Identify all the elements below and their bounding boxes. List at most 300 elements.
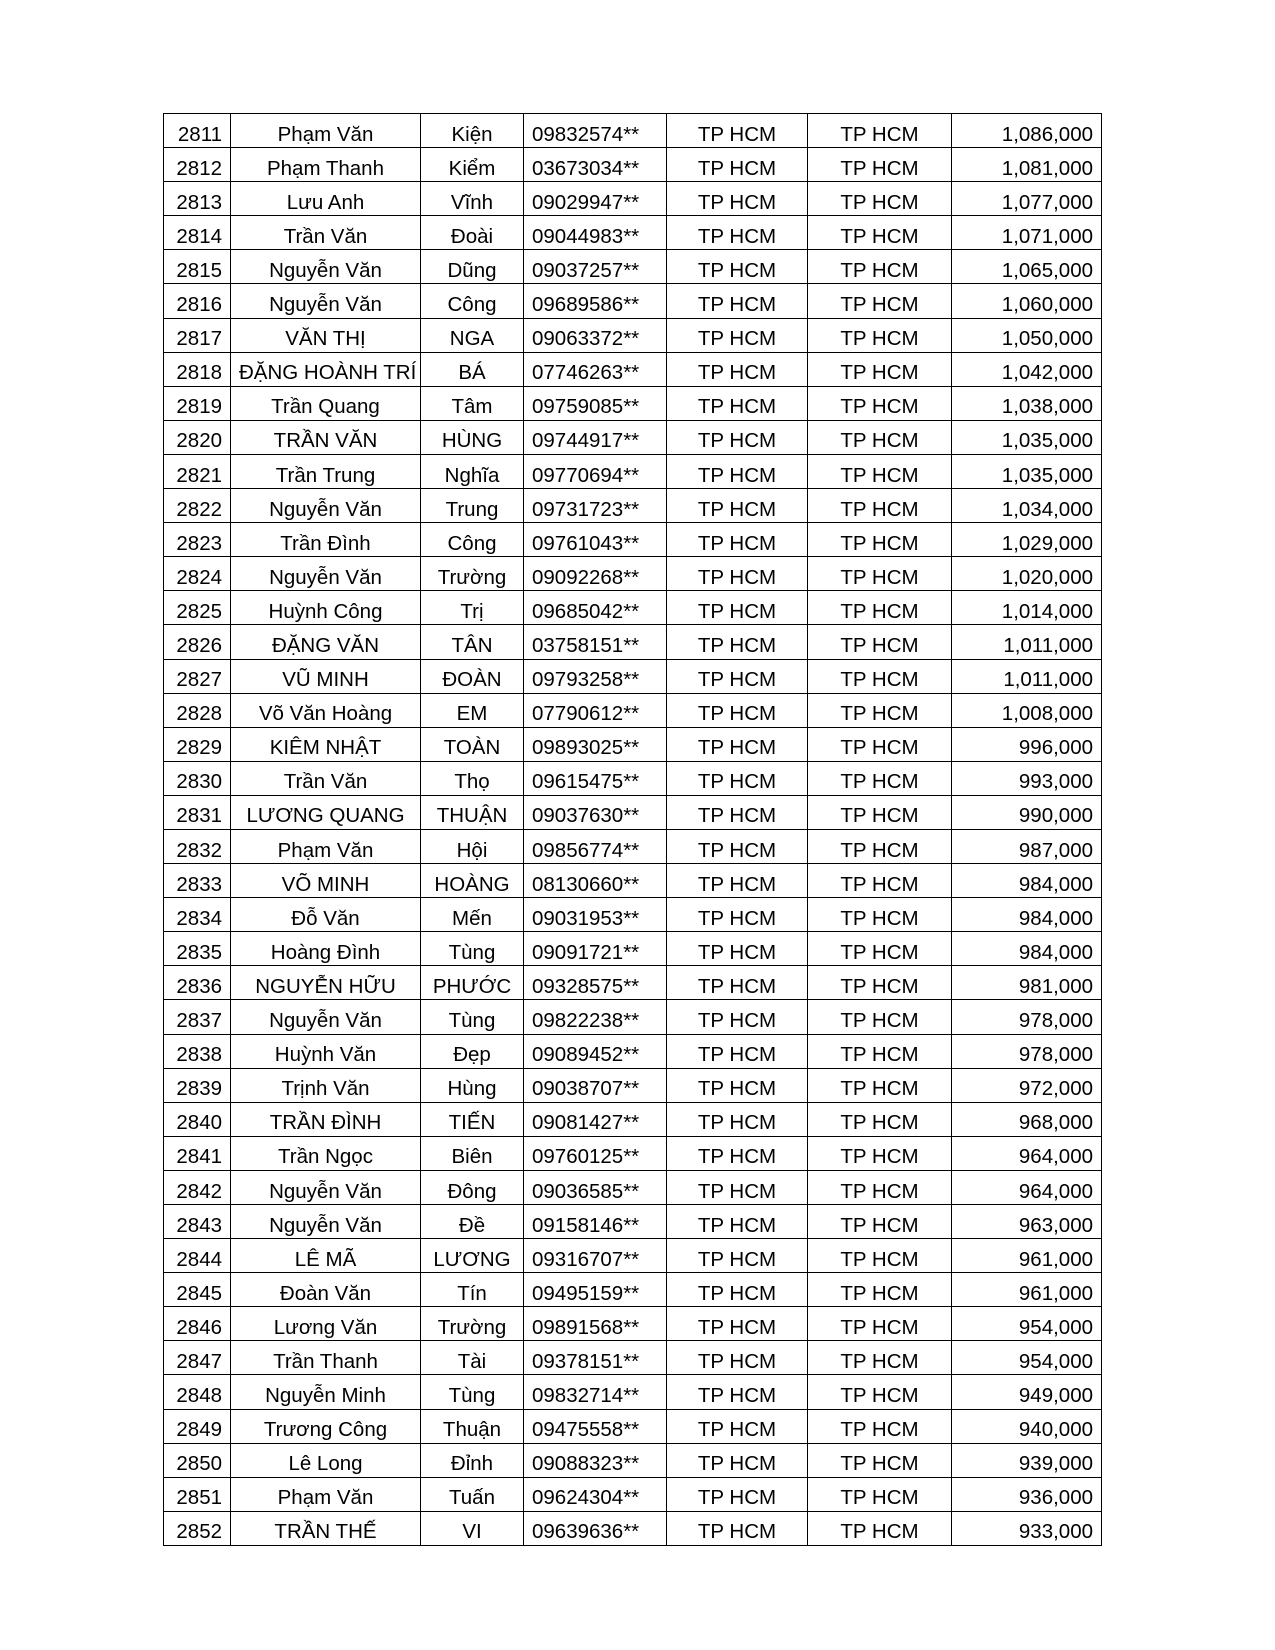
cell-diem: 978,000 xyxy=(952,1034,1102,1068)
cell-phone: 09081427** xyxy=(524,1102,667,1136)
cell-tinh: TP HCM xyxy=(667,1102,808,1136)
table-row xyxy=(164,489,1102,523)
cell-ho-dem: TRẦN THẾ xyxy=(231,1511,421,1545)
cell-stt: 2843 xyxy=(164,1205,231,1239)
cell-tinh: TP HCM xyxy=(667,523,808,557)
cell-tinh: TP HCM xyxy=(667,1000,808,1034)
cell-ho-dem: Trần Quang xyxy=(231,386,421,420)
cell-tinh: TP HCM xyxy=(667,829,808,863)
cell-quan-huyen: TP HCM xyxy=(808,420,952,454)
cell-tinh: TP HCM xyxy=(667,1375,808,1409)
cell-phone: 09092268** xyxy=(524,557,667,591)
table-row xyxy=(164,625,1102,659)
cell-tinh: TP HCM xyxy=(667,761,808,795)
cell-quan-huyen: TP HCM xyxy=(808,1136,952,1170)
cell-diem: 1,008,000 xyxy=(952,693,1102,727)
cell-tinh: TP HCM xyxy=(667,114,808,148)
table-row xyxy=(164,1000,1102,1034)
cell-diem: 936,000 xyxy=(952,1477,1102,1511)
table-row xyxy=(164,659,1102,693)
cell-phone: 09770694** xyxy=(524,454,667,488)
cell-phone: 09038707** xyxy=(524,1068,667,1102)
cell-quan-huyen: TP HCM xyxy=(808,386,952,420)
cell-ho-dem: KIÊM NHẬT xyxy=(231,727,421,761)
cell-stt: 2811 xyxy=(164,114,231,148)
cell-stt: 2830 xyxy=(164,761,231,795)
cell-ten: Công xyxy=(421,284,524,318)
cell-tinh: TP HCM xyxy=(667,898,808,932)
cell-ho-dem: VÕ MINH xyxy=(231,864,421,898)
cell-diem: 940,000 xyxy=(952,1409,1102,1443)
table-row xyxy=(164,932,1102,966)
cell-ten: Trị xyxy=(421,591,524,625)
table-row xyxy=(164,386,1102,420)
cell-ten: Nghĩa xyxy=(421,454,524,488)
cell-diem: 954,000 xyxy=(952,1341,1102,1375)
cell-quan-huyen: TP HCM xyxy=(808,216,952,250)
cell-tinh: TP HCM xyxy=(667,1170,808,1204)
cell-tinh: TP HCM xyxy=(667,966,808,1000)
cell-ten: HÙNG xyxy=(421,420,524,454)
cell-quan-huyen: TP HCM xyxy=(808,659,952,693)
table-row xyxy=(164,1443,1102,1477)
cell-phone: 09029947** xyxy=(524,182,667,216)
cell-stt: 2821 xyxy=(164,454,231,488)
cell-ho-dem: Huỳnh Công xyxy=(231,591,421,625)
cell-stt: 2852 xyxy=(164,1511,231,1545)
cell-phone: 03758151** xyxy=(524,625,667,659)
cell-phone: 08130660** xyxy=(524,864,667,898)
cell-diem: 1,042,000 xyxy=(952,352,1102,386)
cell-stt: 2819 xyxy=(164,386,231,420)
cell-phone: 09832714** xyxy=(524,1375,667,1409)
cell-quan-huyen: TP HCM xyxy=(808,591,952,625)
cell-quan-huyen: TP HCM xyxy=(808,454,952,488)
cell-quan-huyen: TP HCM xyxy=(808,932,952,966)
cell-ten: TOÀN xyxy=(421,727,524,761)
cell-ten: BÁ xyxy=(421,352,524,386)
cell-quan-huyen: TP HCM xyxy=(808,966,952,1000)
cell-diem: 1,077,000 xyxy=(952,182,1102,216)
cell-quan-huyen: TP HCM xyxy=(808,114,952,148)
cell-diem: 963,000 xyxy=(952,1205,1102,1239)
cell-ten: Đông xyxy=(421,1170,524,1204)
cell-quan-huyen: TP HCM xyxy=(808,352,952,386)
cell-quan-huyen: TP HCM xyxy=(808,829,952,863)
cell-diem: 1,035,000 xyxy=(952,420,1102,454)
cell-tinh: TP HCM xyxy=(667,1511,808,1545)
cell-ho-dem: LÊ MÃ xyxy=(231,1239,421,1273)
cell-ho-dem: Nguyễn Văn xyxy=(231,1205,421,1239)
cell-diem: 1,011,000 xyxy=(952,625,1102,659)
cell-quan-huyen: TP HCM xyxy=(808,795,952,829)
table-row xyxy=(164,864,1102,898)
cell-ten: Trường xyxy=(421,557,524,591)
cell-phone: 09760125** xyxy=(524,1136,667,1170)
cell-quan-huyen: TP HCM xyxy=(808,864,952,898)
cell-ten: THUẬN xyxy=(421,795,524,829)
cell-quan-huyen: TP HCM xyxy=(808,148,952,182)
cell-ten: Trung xyxy=(421,489,524,523)
cell-ten: Đẹp xyxy=(421,1034,524,1068)
cell-phone: 09328575** xyxy=(524,966,667,1000)
table-row xyxy=(164,1102,1102,1136)
cell-ho-dem: Nguyễn Văn xyxy=(231,557,421,591)
cell-ten: Tùng xyxy=(421,1375,524,1409)
cell-quan-huyen: TP HCM xyxy=(808,182,952,216)
cell-stt: 2820 xyxy=(164,420,231,454)
cell-diem: 1,081,000 xyxy=(952,148,1102,182)
cell-stt: 2829 xyxy=(164,727,231,761)
cell-ho-dem: Trương Công xyxy=(231,1409,421,1443)
cell-stt: 2813 xyxy=(164,182,231,216)
cell-phone: 09037630** xyxy=(524,795,667,829)
cell-tinh: TP HCM xyxy=(667,932,808,966)
winners-table xyxy=(163,113,1102,1546)
cell-phone: 09832574** xyxy=(524,114,667,148)
cell-diem: 990,000 xyxy=(952,795,1102,829)
cell-quan-huyen: TP HCM xyxy=(808,1068,952,1102)
cell-phone: 09856774** xyxy=(524,829,667,863)
cell-ho-dem: TRẦN VĂN xyxy=(231,420,421,454)
table-row xyxy=(164,148,1102,182)
cell-ho-dem: Nguyễn Văn xyxy=(231,489,421,523)
cell-quan-huyen: TP HCM xyxy=(808,318,952,352)
cell-quan-huyen: TP HCM xyxy=(808,693,952,727)
cell-phone: 09037257** xyxy=(524,250,667,284)
table-row xyxy=(164,1341,1102,1375)
cell-stt: 2822 xyxy=(164,489,231,523)
cell-tinh: TP HCM xyxy=(667,1409,808,1443)
cell-diem: 972,000 xyxy=(952,1068,1102,1102)
cell-diem: 1,011,000 xyxy=(952,659,1102,693)
cell-phone: 09063372** xyxy=(524,318,667,352)
cell-ten: HOÀNG xyxy=(421,864,524,898)
cell-quan-huyen: TP HCM xyxy=(808,727,952,761)
cell-ho-dem: Trần Văn xyxy=(231,761,421,795)
cell-ten: TIẾN xyxy=(421,1102,524,1136)
cell-ten: Đề xyxy=(421,1205,524,1239)
cell-tinh: TP HCM xyxy=(667,1307,808,1341)
cell-quan-huyen: TP HCM xyxy=(808,1511,952,1545)
cell-tinh: TP HCM xyxy=(667,454,808,488)
cell-tinh: TP HCM xyxy=(667,386,808,420)
table-row xyxy=(164,1409,1102,1443)
cell-ho-dem: Trần Đình xyxy=(231,523,421,557)
table-row xyxy=(164,352,1102,386)
cell-phone: 09316707** xyxy=(524,1239,667,1273)
cell-diem: 984,000 xyxy=(952,864,1102,898)
cell-diem: 1,038,000 xyxy=(952,386,1102,420)
cell-ten: Biên xyxy=(421,1136,524,1170)
cell-phone: 09044983** xyxy=(524,216,667,250)
cell-stt: 2823 xyxy=(164,523,231,557)
cell-diem: 1,060,000 xyxy=(952,284,1102,318)
cell-phone: 09158146** xyxy=(524,1205,667,1239)
cell-ten: LƯƠNG xyxy=(421,1239,524,1273)
cell-ho-dem: Lê Long xyxy=(231,1443,421,1477)
cell-diem: 1,050,000 xyxy=(952,318,1102,352)
cell-ho-dem: Đoàn Văn xyxy=(231,1273,421,1307)
cell-diem: 964,000 xyxy=(952,1170,1102,1204)
cell-diem: 968,000 xyxy=(952,1102,1102,1136)
cell-quan-huyen: TP HCM xyxy=(808,1034,952,1068)
cell-quan-huyen: TP HCM xyxy=(808,557,952,591)
cell-ho-dem: ĐẶNG VĂN xyxy=(231,625,421,659)
cell-phone: 07746263** xyxy=(524,352,667,386)
cell-tinh: TP HCM xyxy=(667,727,808,761)
cell-phone: 09761043** xyxy=(524,523,667,557)
cell-phone: 09744917** xyxy=(524,420,667,454)
cell-tinh: TP HCM xyxy=(667,864,808,898)
cell-stt: 2839 xyxy=(164,1068,231,1102)
cell-quan-huyen: TP HCM xyxy=(808,1409,952,1443)
cell-phone: 09036585** xyxy=(524,1170,667,1204)
table-row xyxy=(164,1136,1102,1170)
table-row xyxy=(164,1273,1102,1307)
cell-tinh: TP HCM xyxy=(667,625,808,659)
cell-ten: Thọ xyxy=(421,761,524,795)
cell-quan-huyen: TP HCM xyxy=(808,1375,952,1409)
cell-stt: 2832 xyxy=(164,829,231,863)
table-row xyxy=(164,420,1102,454)
table-row xyxy=(164,1034,1102,1068)
cell-quan-huyen: TP HCM xyxy=(808,1239,952,1273)
cell-tinh: TP HCM xyxy=(667,659,808,693)
cell-phone: 09495159** xyxy=(524,1273,667,1307)
cell-stt: 2818 xyxy=(164,352,231,386)
cell-phone: 09031953** xyxy=(524,898,667,932)
cell-tinh: TP HCM xyxy=(667,489,808,523)
cell-quan-huyen: TP HCM xyxy=(808,1273,952,1307)
table-row xyxy=(164,795,1102,829)
cell-diem: 961,000 xyxy=(952,1273,1102,1307)
cell-ho-dem: LƯƠNG QUANG xyxy=(231,795,421,829)
cell-phone: 07790612** xyxy=(524,693,667,727)
table-row xyxy=(164,284,1102,318)
cell-stt: 2845 xyxy=(164,1273,231,1307)
cell-diem: 1,034,000 xyxy=(952,489,1102,523)
cell-diem: 933,000 xyxy=(952,1511,1102,1545)
cell-tinh: TP HCM xyxy=(667,1273,808,1307)
cell-ho-dem: Phạm Thanh xyxy=(231,148,421,182)
cell-ho-dem: NGUYỄN HỮU xyxy=(231,966,421,1000)
cell-quan-huyen: TP HCM xyxy=(808,1341,952,1375)
table-row xyxy=(164,250,1102,284)
cell-ho-dem: Nguyễn Văn xyxy=(231,284,421,318)
cell-quan-huyen: TP HCM xyxy=(808,1000,952,1034)
cell-ho-dem: Nguyễn Văn xyxy=(231,1170,421,1204)
cell-ten: Đỉnh xyxy=(421,1443,524,1477)
table-row xyxy=(164,1068,1102,1102)
cell-ten: Thuận xyxy=(421,1409,524,1443)
cell-diem: 1,065,000 xyxy=(952,250,1102,284)
cell-quan-huyen: TP HCM xyxy=(808,489,952,523)
cell-stt: 2844 xyxy=(164,1239,231,1273)
table-row xyxy=(164,557,1102,591)
cell-ten: Tuấn xyxy=(421,1477,524,1511)
table-row xyxy=(164,1239,1102,1273)
cell-phone: 09759085** xyxy=(524,386,667,420)
table-row xyxy=(164,898,1102,932)
cell-ho-dem: Đỗ Văn xyxy=(231,898,421,932)
cell-tinh: TP HCM xyxy=(667,591,808,625)
cell-diem: 984,000 xyxy=(952,932,1102,966)
cell-tinh: TP HCM xyxy=(667,352,808,386)
cell-diem: 964,000 xyxy=(952,1136,1102,1170)
cell-phone: 09685042** xyxy=(524,591,667,625)
table-row xyxy=(164,114,1102,148)
cell-phone: 09689586** xyxy=(524,284,667,318)
table-row xyxy=(164,1477,1102,1511)
cell-tinh: TP HCM xyxy=(667,420,808,454)
cell-phone: 09088323** xyxy=(524,1443,667,1477)
cell-diem: 1,035,000 xyxy=(952,454,1102,488)
cell-phone: 09475558** xyxy=(524,1409,667,1443)
cell-phone: 09089452** xyxy=(524,1034,667,1068)
cell-stt: 2847 xyxy=(164,1341,231,1375)
cell-ho-dem: Nguyễn Văn xyxy=(231,250,421,284)
cell-stt: 2828 xyxy=(164,693,231,727)
cell-quan-huyen: TP HCM xyxy=(808,1205,952,1239)
cell-ten: Trường xyxy=(421,1307,524,1341)
cell-ten: Vĩnh xyxy=(421,182,524,216)
cell-ho-dem: Nguyễn Minh xyxy=(231,1375,421,1409)
cell-quan-huyen: TP HCM xyxy=(808,1307,952,1341)
cell-tinh: TP HCM xyxy=(667,1136,808,1170)
cell-tinh: TP HCM xyxy=(667,1205,808,1239)
cell-stt: 2833 xyxy=(164,864,231,898)
cell-ho-dem: Lưu Anh xyxy=(231,182,421,216)
cell-stt: 2848 xyxy=(164,1375,231,1409)
cell-stt: 2815 xyxy=(164,250,231,284)
cell-tinh: TP HCM xyxy=(667,795,808,829)
cell-diem: 984,000 xyxy=(952,898,1102,932)
cell-stt: 2846 xyxy=(164,1307,231,1341)
cell-diem: 954,000 xyxy=(952,1307,1102,1341)
cell-ho-dem: Phạm Văn xyxy=(231,114,421,148)
cell-quan-huyen: TP HCM xyxy=(808,898,952,932)
cell-ten: Công xyxy=(421,523,524,557)
cell-stt: 2835 xyxy=(164,932,231,966)
cell-ho-dem: Phạm Văn xyxy=(231,1477,421,1511)
table-row xyxy=(164,1307,1102,1341)
cell-ho-dem: VŨ MINH xyxy=(231,659,421,693)
cell-stt: 2831 xyxy=(164,795,231,829)
cell-phone: 09822238** xyxy=(524,1000,667,1034)
cell-diem: 993,000 xyxy=(952,761,1102,795)
cell-ten: Tùng xyxy=(421,932,524,966)
cell-diem: 1,020,000 xyxy=(952,557,1102,591)
cell-stt: 2849 xyxy=(164,1409,231,1443)
table-row xyxy=(164,523,1102,557)
cell-ho-dem: Huỳnh Văn xyxy=(231,1034,421,1068)
cell-ten: Hội xyxy=(421,829,524,863)
cell-quan-huyen: TP HCM xyxy=(808,250,952,284)
table-row xyxy=(164,1375,1102,1409)
cell-ten: VI xyxy=(421,1511,524,1545)
cell-stt: 2836 xyxy=(164,966,231,1000)
cell-ho-dem: Trịnh Văn xyxy=(231,1068,421,1102)
cell-tinh: TP HCM xyxy=(667,284,808,318)
cell-stt: 2827 xyxy=(164,659,231,693)
cell-quan-huyen: TP HCM xyxy=(808,284,952,318)
table-row xyxy=(164,591,1102,625)
table-row xyxy=(164,693,1102,727)
table-row xyxy=(164,761,1102,795)
cell-ten: Hùng xyxy=(421,1068,524,1102)
cell-stt: 2834 xyxy=(164,898,231,932)
cell-ho-dem: Lương Văn xyxy=(231,1307,421,1341)
cell-phone: 09624304** xyxy=(524,1477,667,1511)
cell-diem: 1,086,000 xyxy=(952,114,1102,148)
cell-phone: 03673034** xyxy=(524,148,667,182)
cell-stt: 2817 xyxy=(164,318,231,352)
cell-ho-dem: Nguyễn Văn xyxy=(231,1000,421,1034)
cell-phone: 09639636** xyxy=(524,1511,667,1545)
table-row xyxy=(164,454,1102,488)
cell-diem: 1,029,000 xyxy=(952,523,1102,557)
cell-ten: Dũng xyxy=(421,250,524,284)
cell-tinh: TP HCM xyxy=(667,1068,808,1102)
table-row xyxy=(164,727,1102,761)
cell-phone: 09731723** xyxy=(524,489,667,523)
cell-ho-dem: Võ Văn Hoàng xyxy=(231,693,421,727)
cell-ho-dem: VĂN THỊ xyxy=(231,318,421,352)
cell-tinh: TP HCM xyxy=(667,148,808,182)
cell-phone: 09891568** xyxy=(524,1307,667,1341)
cell-ten: Tài xyxy=(421,1341,524,1375)
cell-ho-dem: Trần Văn xyxy=(231,216,421,250)
table-row xyxy=(164,1205,1102,1239)
cell-diem: 981,000 xyxy=(952,966,1102,1000)
cell-stt: 2851 xyxy=(164,1477,231,1511)
cell-ten: Tùng xyxy=(421,1000,524,1034)
cell-stt: 2840 xyxy=(164,1102,231,1136)
cell-tinh: TP HCM xyxy=(667,1477,808,1511)
cell-diem: 961,000 xyxy=(952,1239,1102,1273)
cell-tinh: TP HCM xyxy=(667,693,808,727)
cell-ten: PHƯỚC xyxy=(421,966,524,1000)
cell-stt: 2814 xyxy=(164,216,231,250)
cell-ten: Tín xyxy=(421,1273,524,1307)
cell-stt: 2842 xyxy=(164,1170,231,1204)
cell-diem: 996,000 xyxy=(952,727,1102,761)
cell-ho-dem: Trần Ngọc xyxy=(231,1136,421,1170)
table-row xyxy=(164,1170,1102,1204)
cell-phone: 09615475** xyxy=(524,761,667,795)
cell-quan-huyen: TP HCM xyxy=(808,625,952,659)
cell-stt: 2838 xyxy=(164,1034,231,1068)
cell-ho-dem: TRẦN ĐÌNH xyxy=(231,1102,421,1136)
cell-ten: Mến xyxy=(421,898,524,932)
cell-tinh: TP HCM xyxy=(667,216,808,250)
cell-stt: 2812 xyxy=(164,148,231,182)
cell-ho-dem: ĐẶNG HOÀNH TRÍ xyxy=(231,352,421,386)
cell-diem: 1,014,000 xyxy=(952,591,1102,625)
cell-stt: 2826 xyxy=(164,625,231,659)
cell-tinh: TP HCM xyxy=(667,318,808,352)
table-row xyxy=(164,1511,1102,1545)
cell-ten: Đoài xyxy=(421,216,524,250)
cell-quan-huyen: TP HCM xyxy=(808,523,952,557)
cell-quan-huyen: TP HCM xyxy=(808,1170,952,1204)
cell-stt: 2825 xyxy=(164,591,231,625)
cell-tinh: TP HCM xyxy=(667,1034,808,1068)
cell-tinh: TP HCM xyxy=(667,1239,808,1273)
cell-stt: 2816 xyxy=(164,284,231,318)
table-body xyxy=(164,114,1102,1546)
